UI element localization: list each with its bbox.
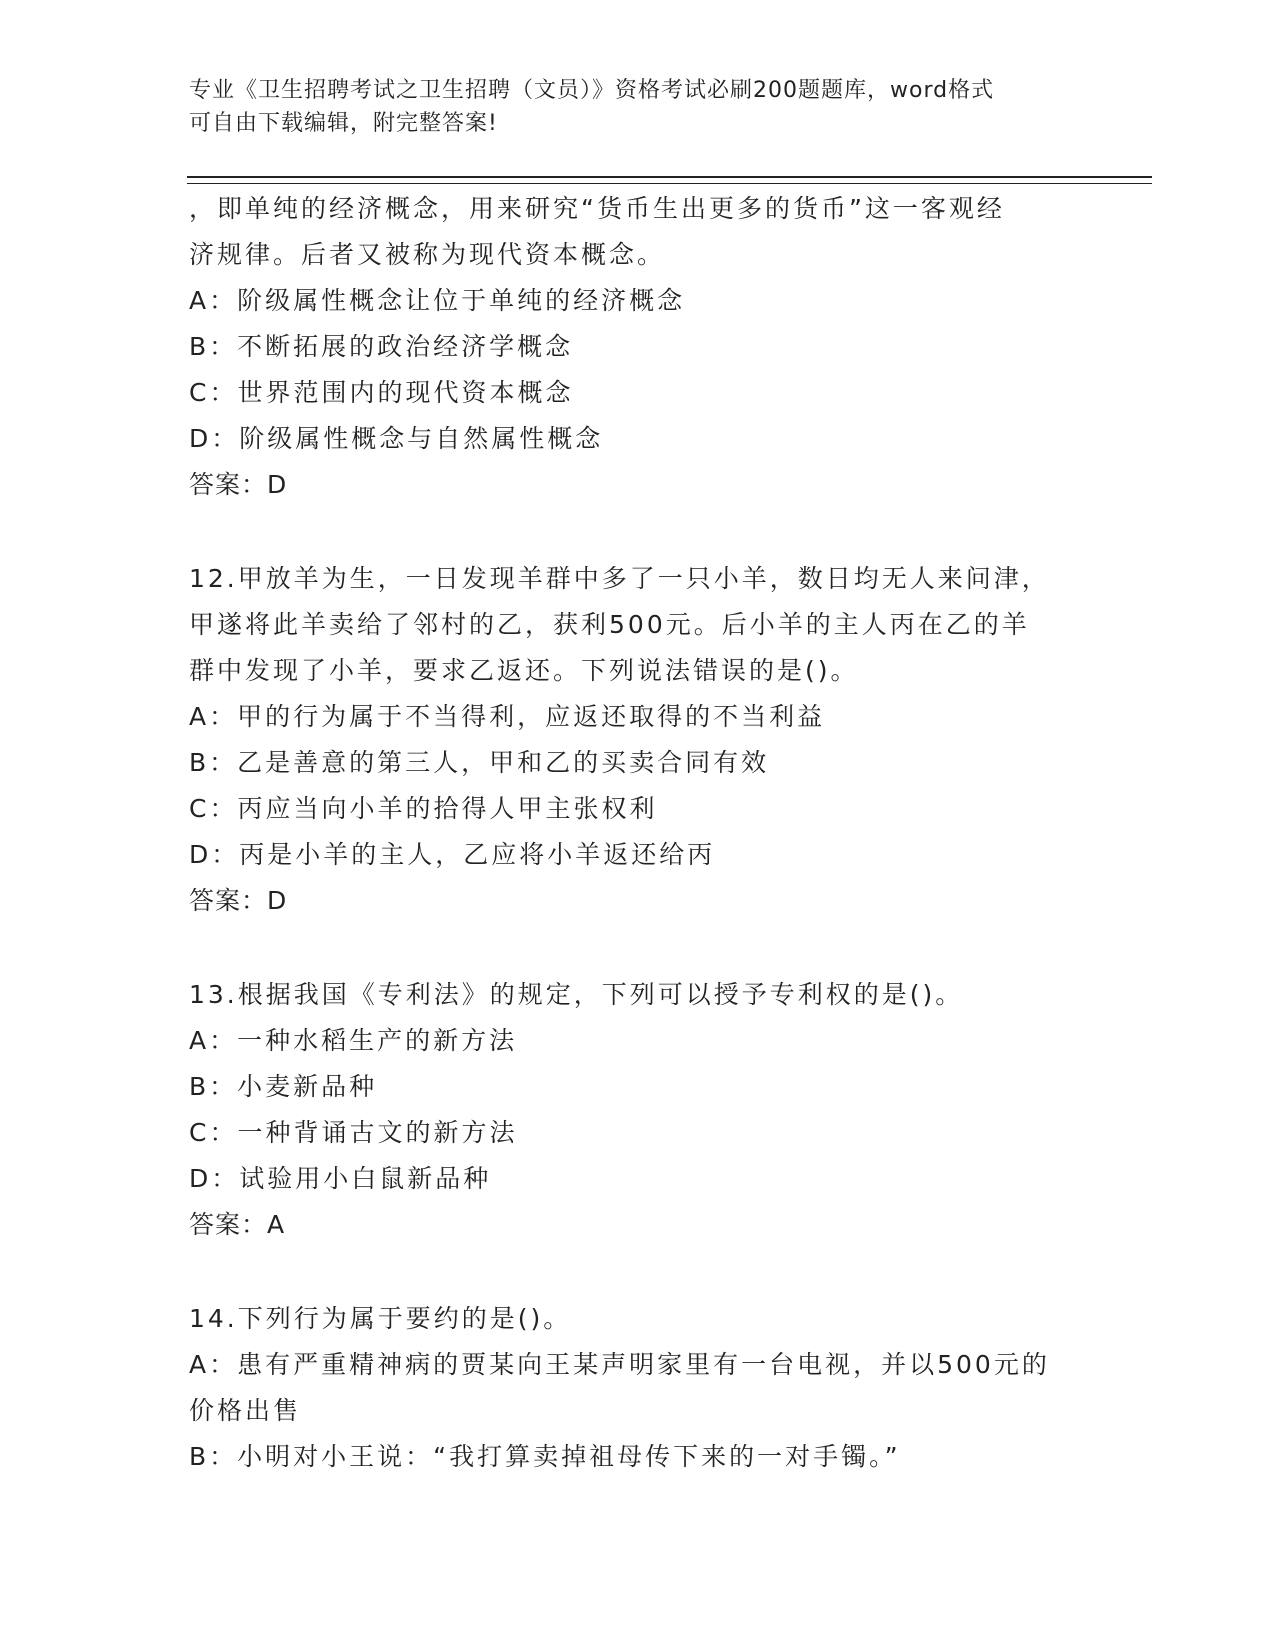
question-stem-line: ，即单纯的经济概念，用来研究“货币生出更多的货币”这一客观经 — [189, 194, 1005, 223]
option-b: B：小明对小王说：“我打算卖掉祖母传下来的一对手镯。” — [189, 1442, 901, 1471]
answer-line: 答案：D — [189, 886, 288, 915]
option-d: D：阶级属性概念与自然属性概念 — [189, 424, 604, 453]
answer-line: 答案：D — [189, 470, 288, 499]
option-b: B：小麦新品种 — [189, 1072, 378, 1101]
option-a: A：阶级属性概念让位于单纯的经济概念 — [189, 286, 686, 315]
question-block-13 — [189, 972, 1109, 1248]
question-stem-line: 甲遂将此羊卖给了邻村的乙，获利500元。后小羊的主人丙在乙的羊 — [189, 610, 1030, 639]
question-stem-line: 12.甲放羊为生，一日发现羊群中多了一只小羊，数日均无人来问津， — [189, 564, 1050, 593]
option-d: D：试验用小白鼠新品种 — [189, 1164, 492, 1193]
option-b: B：不断拓展的政治经济学概念 — [189, 332, 574, 361]
question-block-continued — [189, 186, 1109, 508]
question-stem-line: 济规律。后者又被称为现代资本概念。 — [189, 240, 666, 269]
question-stem-line: 13.根据我国《专利法》的规定，下列可以授予专利权的是()。 — [189, 980, 964, 1009]
option-b: B：乙是善意的第三人，甲和乙的买卖合同有效 — [189, 748, 770, 777]
question-content — [189, 186, 1109, 1480]
header-title-line-1: 专业《卫生招聘考试之卫生招聘（文员）》资格考试必刷200题题库，word格式 — [189, 78, 995, 103]
header-rule-thick — [187, 176, 1152, 178]
header-rule-thin — [187, 183, 1152, 184]
option-a-continued: 价格出售 — [189, 1396, 302, 1425]
option-a: A：患有严重精神病的贾某向王某声明家里有一台电视，并以500元的 — [189, 1350, 1050, 1379]
option-c: C：一种背诵古文的新方法 — [189, 1118, 518, 1147]
option-d: D：丙是小羊的主人，乙应将小羊返还给丙 — [189, 840, 716, 869]
header-title-line-2: 可自由下载编辑，附完整答案! — [189, 111, 498, 136]
option-a: A：一种水稻生产的新方法 — [189, 1026, 518, 1055]
option-c: C：世界范围内的现代资本概念 — [189, 378, 574, 407]
answer-line: 答案：A — [189, 1210, 286, 1239]
question-block-12 — [189, 556, 1109, 924]
question-stem-line: 14.下列行为属于要约的是()。 — [189, 1304, 572, 1333]
question-block-14 — [189, 1296, 1109, 1480]
question-stem-line: 群中发现了小羊，要求乙返还。下列说法错误的是()。 — [189, 656, 859, 685]
option-c: C：丙应当向小羊的拾得人甲主张权利 — [189, 794, 658, 823]
document-header — [189, 74, 1089, 140]
option-a: A：甲的行为属于不当得利，应返还取得的不当利益 — [189, 702, 826, 731]
